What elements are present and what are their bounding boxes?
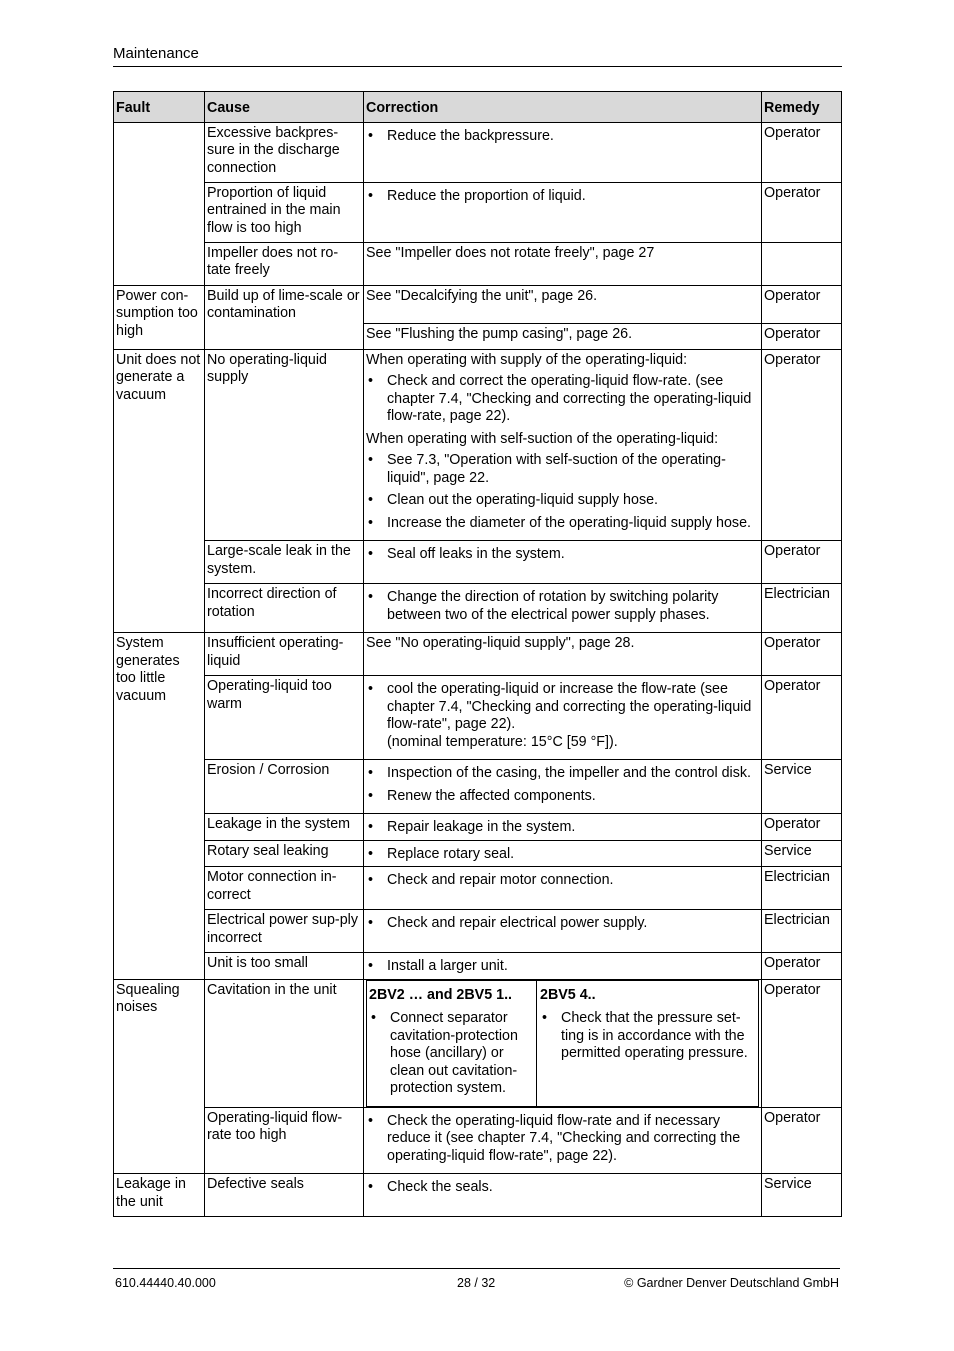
cause-cell: Defective seals	[205, 1174, 364, 1217]
cause-cell: No operating-liquid supply	[205, 349, 364, 541]
bullet-item: • Seal off leaks in the system.	[366, 546, 759, 564]
fault-cell-continued	[114, 122, 205, 285]
correction-cell	[364, 1107, 762, 1174]
bullet-item: • Change the direction of rotation by switching polarity between two of the electrical power supply phases.	[366, 589, 759, 624]
bullet-item: • Check that the pressure set-ting is in accordance with the permitted operating pressure.	[540, 1010, 756, 1063]
correction-cell	[364, 760, 762, 814]
remedy-cell: Operator	[762, 953, 842, 980]
correction-cell	[364, 814, 762, 841]
bullet-item: • Reduce the proportion of liquid.	[366, 188, 759, 206]
footer-copyright: © Gardner Denver Deutschland GmbH	[624, 1276, 839, 1290]
cause-cell: Insufficient operating-liquid	[205, 633, 364, 676]
table-row	[114, 285, 842, 323]
table-row	[114, 760, 842, 814]
table-row	[114, 1107, 842, 1174]
bullet-item: • Inspection of the casing, the impeller and the control disk.	[366, 765, 759, 783]
cause-cell: Unit is too small	[205, 953, 364, 980]
cause-cell: Incorrect direction of rotation	[205, 584, 364, 633]
footer-page-number: 28 / 32	[457, 1276, 496, 1290]
correction-cell	[364, 867, 762, 910]
header-divider	[113, 66, 842, 67]
table-row	[114, 979, 842, 1107]
bullet-item: • Check and repair electrical power supply.	[366, 915, 759, 933]
remedy-cell: Service	[762, 840, 842, 867]
table-row	[114, 867, 842, 910]
bullet-item: • Increase the diameter of the operating-liquid supply hose.	[366, 515, 759, 533]
correction-intro: When operating with self-suction of the operating-liquid:	[366, 430, 719, 447]
page-header-title: Maintenance	[113, 45, 199, 62]
cause-cell: Operating-liquid too warm	[205, 676, 364, 760]
table-row	[114, 953, 842, 980]
correction-cell	[364, 910, 762, 953]
correction-cell: See "Flushing the pump casing", page 26.	[364, 323, 762, 349]
fault-cell: Power con-sumption too high	[114, 285, 205, 349]
table-row	[114, 840, 842, 867]
bullet-item: • Replace rotary seal.	[366, 846, 759, 864]
remedy-cell: Operator	[762, 182, 842, 242]
remedy-cell: Operator	[762, 323, 842, 349]
remedy-cell	[762, 242, 842, 285]
correction-cell	[364, 541, 762, 584]
bullet-item: • Check the seals.	[366, 1179, 759, 1197]
header-correction: Correction	[364, 92, 762, 123]
cause-cell: Impeller does not ro-tate freely	[205, 242, 364, 285]
table-row	[114, 676, 842, 760]
correction-cell	[364, 953, 762, 980]
correction-cell	[364, 840, 762, 867]
correction-cell: See "No operating-liquid supply", page 28.	[364, 633, 762, 676]
remedy-cell: Operator	[762, 633, 842, 676]
bullet-item: • Clean out the operating-liquid supply hose.	[366, 492, 759, 510]
header-fault: Fault	[114, 92, 205, 123]
header-cause: Cause	[205, 92, 364, 123]
model-heading: 2BV2 … and 2BV5 1..	[369, 986, 513, 1003]
cause-cell: Erosion / Corrosion	[205, 760, 364, 814]
remedy-cell: Electrician	[762, 910, 842, 953]
bullet-item: • Reduce the backpressure.	[366, 128, 759, 146]
cause-cell: Electrical power sup-ply incorrect	[205, 910, 364, 953]
remedy-cell: Electrician	[762, 867, 842, 910]
table-row	[114, 182, 842, 242]
table-row	[114, 814, 842, 841]
model-column-right	[537, 980, 759, 1106]
remedy-cell: Operator	[762, 1107, 842, 1174]
correction-cell	[364, 1174, 762, 1217]
bullet-item: • Check and repair motor connection.	[366, 872, 759, 890]
table-row	[114, 633, 842, 676]
cause-cell: Proportion of liquid entrained in the main flow is too high	[205, 182, 364, 242]
correction-cell	[364, 676, 762, 760]
bullet-item: • See 7.3, "Operation with self-suction of the operating-liquid", page 22.	[366, 452, 759, 487]
cause-cell: Leakage in the system	[205, 814, 364, 841]
bullet-item: • Check the operating-liquid flow-rate and if necessary reduce it (see chapter 7.4, "Checking and correcting the operating-liquid flow-rate", page 22).	[366, 1113, 759, 1166]
remedy-cell: Service	[762, 760, 842, 814]
table-row	[114, 349, 842, 541]
model-split-table	[366, 980, 759, 1107]
troubleshooting-table	[113, 91, 842, 1217]
correction-intro: When operating with supply of the operating-liquid:	[366, 351, 688, 368]
remedy-cell: Operator	[762, 541, 842, 584]
table-row	[114, 242, 842, 285]
correction-cell	[364, 122, 762, 182]
remedy-cell: Operator	[762, 285, 842, 323]
correction-cell	[364, 979, 762, 1107]
cause-cell: Large-scale leak in the system.	[205, 541, 364, 584]
header-remedy: Remedy	[762, 92, 842, 123]
footer-doc-number: 610.44440.40.000	[115, 1276, 216, 1290]
bullet-item: • Renew the affected components.	[366, 788, 759, 806]
remedy-cell: Operator	[762, 979, 842, 1107]
cause-cell: Excessive backpres-sure in the discharge connection	[205, 122, 364, 182]
fault-cell: System generates too little vacuum	[114, 633, 205, 980]
model-heading: 2BV5 4..	[540, 986, 596, 1003]
correction-cell	[364, 182, 762, 242]
bullet-item: • Connect separator cavitation-protection hose (ancillary) or clean out cavitation-protection system.	[369, 1010, 532, 1098]
cause-cell: Build up of lime-scale or contamination	[205, 285, 364, 349]
bullet-item: • Repair leakage in the system.	[366, 819, 759, 837]
table-row	[114, 122, 842, 182]
cause-cell: Rotary seal leaking	[205, 840, 364, 867]
cause-cell: Cavitation in the unit	[205, 979, 364, 1107]
bullet-item: • Check and correct the operating-liquid flow-rate. (see chapter 7.4, "Checking and correcting the operating-liquid flow-rate, page 22).	[366, 373, 759, 426]
remedy-cell: Operator	[762, 349, 842, 541]
correction-cell	[364, 349, 762, 541]
correction-cell: See "Decalcifying the unit", page 26.	[364, 285, 762, 323]
fault-cell: Squealing noises	[114, 979, 205, 1174]
table-row	[114, 910, 842, 953]
bullet-item	[366, 681, 759, 751]
remedy-cell: Operator	[762, 676, 842, 760]
remedy-cell: Electrician	[762, 584, 842, 633]
table-header-row	[114, 92, 842, 123]
bullet-text: cool the operating-liquid or increase the flow-rate (see chapter 7.4, "Checking and correcting the operating-liquid flow-rate", page 22).	[387, 681, 752, 732]
remedy-cell: Operator	[762, 814, 842, 841]
table-row	[114, 1174, 842, 1217]
remedy-cell: Operator	[762, 122, 842, 182]
footer-divider	[113, 1268, 840, 1269]
cause-cell: Motor connection in-correct	[205, 867, 364, 910]
remedy-cell: Service	[762, 1174, 842, 1217]
correction-cell: See "Impeller does not rotate freely", page 27	[364, 242, 762, 285]
correction-cell	[364, 584, 762, 633]
fault-cell: Leakage in the unit	[114, 1174, 205, 1217]
bullet-note: (nominal temperature: 15°C [59 °F]).	[387, 733, 618, 750]
table-row	[114, 584, 842, 633]
bullet-item: • Install a larger unit.	[366, 958, 759, 976]
table-row	[114, 541, 842, 584]
model-column-left	[367, 980, 537, 1106]
cause-cell: Operating-liquid flow-rate too high	[205, 1107, 364, 1174]
fault-cell: Unit does not generate a vacuum	[114, 349, 205, 633]
